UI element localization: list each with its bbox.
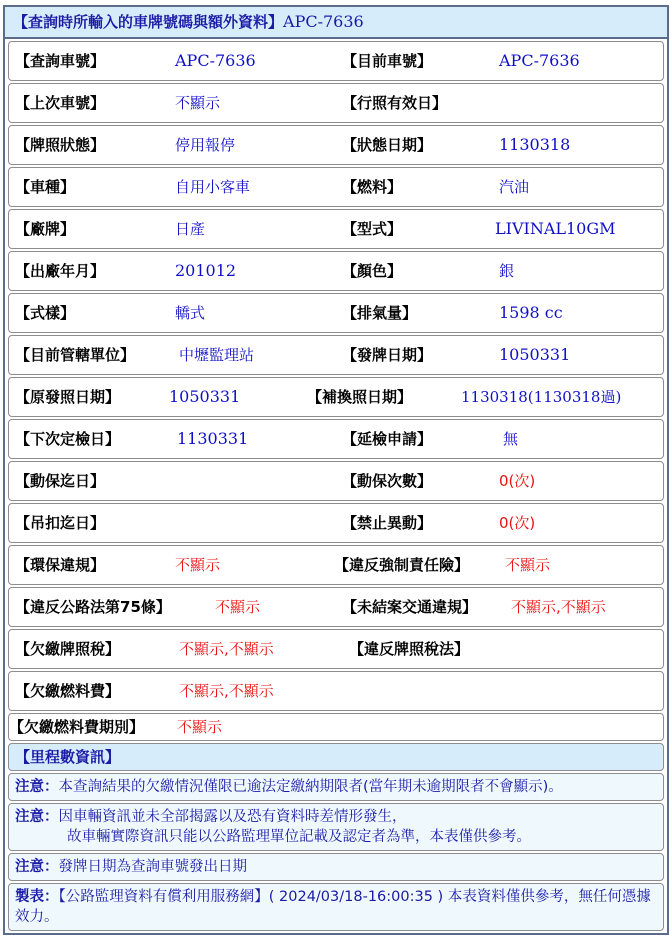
row-environment <box>8 545 664 585</box>
note-text-line1: 因車輛資訊並未全部揭露以及恐有資料時差情形發生， <box>58 809 407 825</box>
unpaid-license-tax-value: 不顯示,不顯示 <box>179 640 274 658</box>
reissue-date-value: 1130318(1130318過) <box>461 388 622 406</box>
body-style-value: 轎式 <box>175 304 206 322</box>
vehicle-type-label: 【車種】 <box>15 178 76 196</box>
status-date-value: 1130318 <box>499 135 571 154</box>
query-plate-value: APC-7636 <box>175 51 256 70</box>
header-plate: APC-7636 <box>283 12 364 31</box>
report-header <box>5 7 667 39</box>
row-type <box>8 167 664 207</box>
report-footer <box>8 883 664 931</box>
note-text-line2: 故車輛實際資訊只能以公路監理單位記載及認定者為準，本表僅供參考。 <box>67 829 531 845</box>
note-prefix: 注意： <box>15 859 59 875</box>
unpaid-traffic-label: 【未結案交通違規】 <box>342 598 478 616</box>
transfer-ban-value: 0(次) <box>499 514 536 532</box>
row-office <box>8 335 664 375</box>
note-issue-date <box>8 853 664 881</box>
highway-law-value: 不顯示 <box>215 598 261 616</box>
row-license-tax <box>8 629 664 669</box>
vehicle-type-value: 自用小客車 <box>175 178 251 196</box>
current-plate-value: APC-7636 <box>499 51 580 70</box>
reissue-date-label: 【補換照日期】 <box>307 388 413 406</box>
transfer-ban-label: 【禁止異動】 <box>342 514 433 532</box>
plate-status-value: 停用報停 <box>175 136 236 154</box>
current-plate-label: 【目前車號】 <box>342 52 433 70</box>
color-value: 銀 <box>499 262 515 280</box>
body-style-label: 【式樣】 <box>15 304 76 322</box>
color-label: 【顏色】 <box>342 262 403 280</box>
lien-count-value: 0(次) <box>499 472 536 490</box>
row-fuel-period <box>8 713 664 741</box>
next-inspection-value: 1130331 <box>177 429 249 448</box>
extension-value: 無 <box>503 430 519 448</box>
model-value: LIVINAL10GM <box>495 219 616 238</box>
unpaid-fuel-fee-value: 不顯示,不顯示 <box>179 682 274 700</box>
mfg-date-label: 【出廠年月】 <box>15 262 106 280</box>
row-previous <box>8 83 664 123</box>
highway-law-label: 【違反公路法第75條】 <box>15 598 171 616</box>
office-value: 中壢監理站 <box>179 346 255 364</box>
footer-prefix: 製表： <box>15 889 59 905</box>
vehicle-report <box>3 5 669 935</box>
note-prefix: 注意： <box>15 809 59 825</box>
license-valid-label: 【行照有效日】 <box>342 94 448 112</box>
mileage-section: 【里程數資訊】 <box>8 743 664 771</box>
lien-count-label: 【動保次數】 <box>342 472 433 490</box>
row-status <box>8 125 664 165</box>
brand-label: 【廠牌】 <box>15 220 76 238</box>
unpaid-traffic-value: 不顯示,不顯示 <box>511 598 606 616</box>
insurance-violation-value: 不顯示 <box>505 556 551 574</box>
model-label: 【型式】 <box>342 220 403 238</box>
previous-plate-value: 不顯示 <box>175 94 221 112</box>
unpaid-fuel-fee-label: 【欠繳燃料費】 <box>15 682 121 700</box>
row-inspection <box>8 419 664 459</box>
orig-license-date-label: 【原發照日期】 <box>15 388 121 406</box>
row-style <box>8 293 664 333</box>
mfg-date-value: 201012 <box>175 261 237 280</box>
query-plate-label: 【查詢車號】 <box>15 52 106 70</box>
license-tax-violation-label: 【違反牌照稅法】 <box>349 640 470 658</box>
issue-date-value: 1050331 <box>499 345 571 364</box>
row-highway <box>8 587 664 627</box>
brand-value: 日產 <box>175 220 206 238</box>
issue-date-label: 【發牌日期】 <box>342 346 433 364</box>
next-inspection-label: 【下次定檢日】 <box>15 430 121 448</box>
row-license-dates <box>8 377 664 417</box>
note-text: 發牌日期為查詢車號發出日期 <box>58 859 247 875</box>
env-violation-value: 不顯示 <box>175 556 221 574</box>
row-brand <box>8 209 664 249</box>
row-plates <box>8 41 664 81</box>
footer-text: 【公路監理資料有償利用服務網】( 2024/03/18-16:00:35 ) 本表資料僅供參考，無任何憑據效力。 <box>15 889 651 925</box>
insurance-violation-label: 【違反強制責任險】 <box>334 556 470 574</box>
row-fuel-fee <box>8 671 664 711</box>
unpaid-license-tax-label: 【欠繳牌照稅】 <box>15 640 121 658</box>
displacement-label: 【排氣量】 <box>342 304 418 322</box>
note-unpaid <box>8 773 664 801</box>
env-violation-label: 【環保違規】 <box>15 556 106 574</box>
fuel-value: 汽油 <box>499 178 530 196</box>
fuel-label: 【燃料】 <box>342 178 403 196</box>
row-lien <box>8 461 664 501</box>
office-label: 【目前管轄單位】 <box>15 346 136 364</box>
previous-plate-label: 【上次車號】 <box>15 94 106 112</box>
note-prefix: 注意： <box>15 779 59 795</box>
unpaid-fuel-period-label: 【欠繳燃料費期別】 <box>9 718 145 736</box>
header-title: 【查詢時所輸入的車牌號碼與額外資料】 <box>13 13 284 31</box>
row-mfg <box>8 251 664 291</box>
status-date-label: 【狀態日期】 <box>342 136 433 154</box>
plate-status-label: 【牌照狀態】 <box>15 136 106 154</box>
displacement-value: 1598 cc <box>499 303 563 322</box>
lien-until-label: 【動保迄日】 <box>15 472 106 490</box>
unpaid-fuel-period-value: 不顯示 <box>177 718 223 736</box>
note-text: 本查詢結果的欠繳情況僅限已逾法定繳納期限者(當年期未逾期限者不會顯示)。 <box>58 779 563 795</box>
note-disclaimer <box>8 803 664 851</box>
extension-label: 【延檢申請】 <box>342 430 433 448</box>
orig-license-date-value: 1050331 <box>169 387 241 406</box>
row-seize <box>8 503 664 543</box>
seize-until-label: 【吊扣迄日】 <box>15 514 106 532</box>
